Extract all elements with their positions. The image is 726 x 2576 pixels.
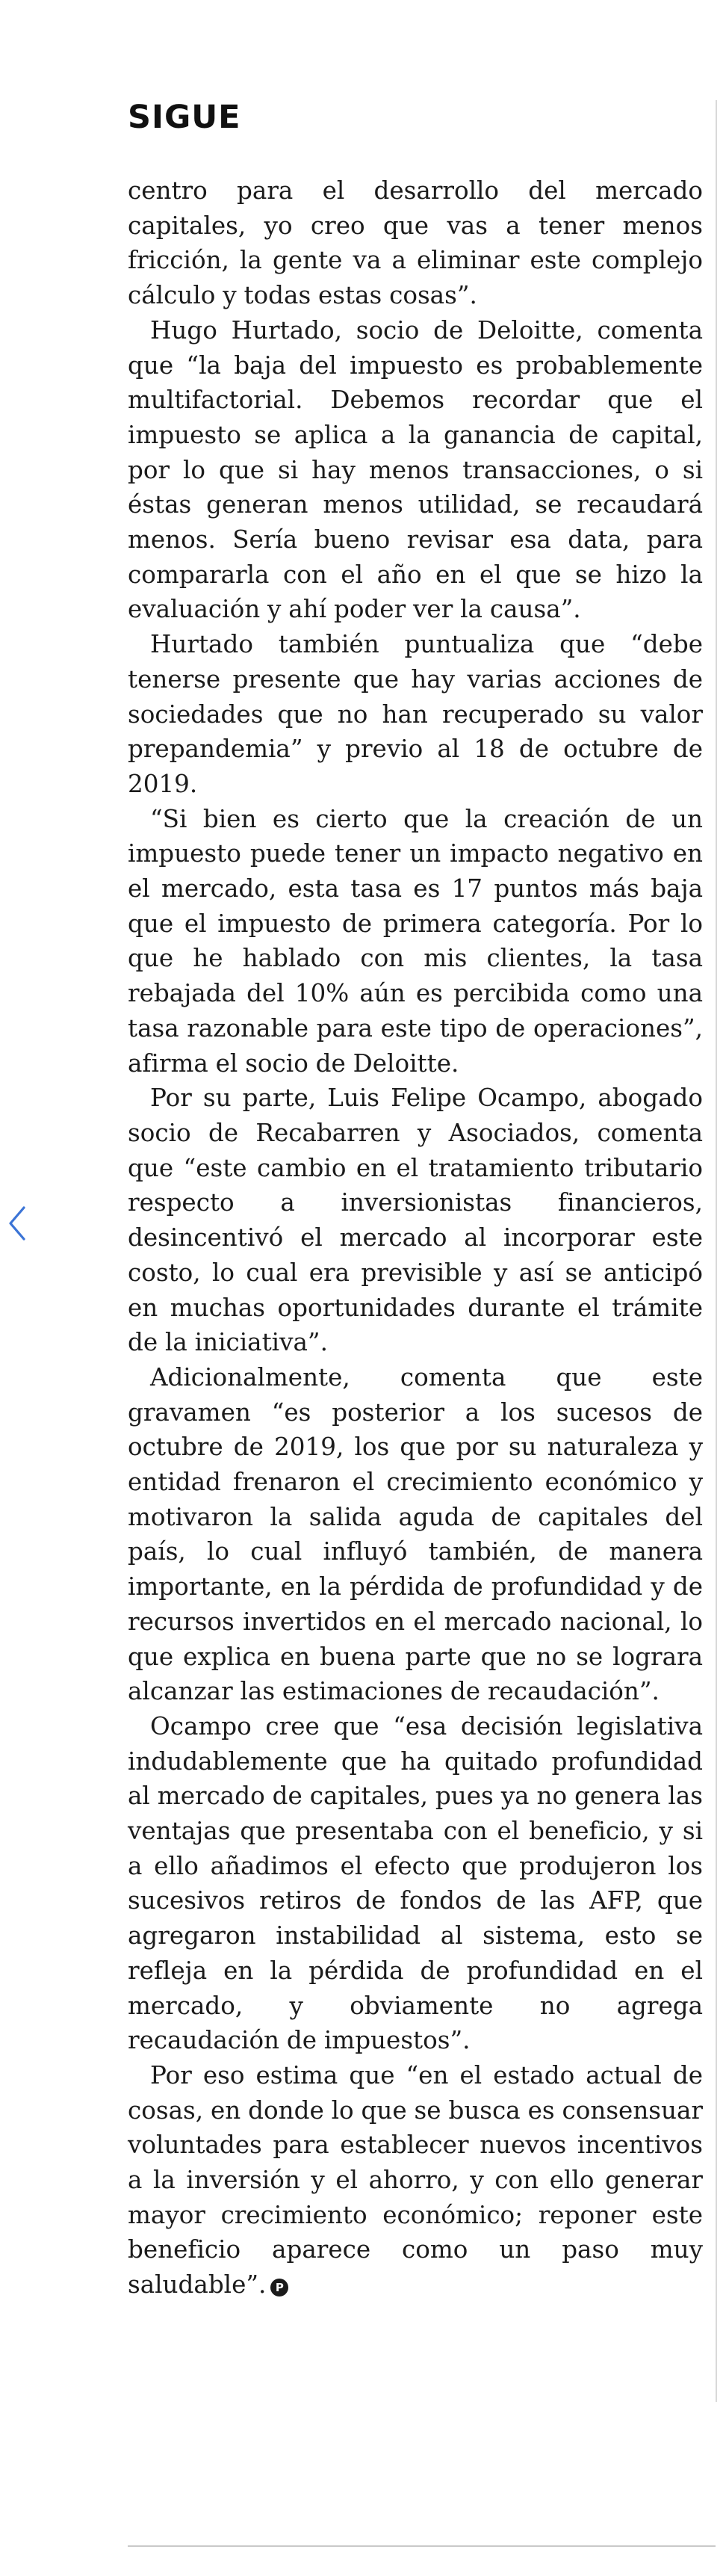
article-paragraph: Hurtado también puntualiza que “debe tenerse presente que hay varias acciones de sociedades que no han recuperado su valor prepandemia” y previo al 18 de octubre de 2019. bbox=[128, 630, 703, 798]
final-paragraph-text: Por eso estima que “en el estado actual de cosas, en donde lo que se busca es consensuar voluntades para establecer nuevos incentivos a la inversión y el ahorro, y con ello generar mayor crecimiento económico; reponer este beneficio aparece como un paso muy saludable”. bbox=[128, 2060, 703, 2299]
section-label: SIGUE bbox=[128, 99, 241, 136]
article-paragraph: Hugo Hurtado, socio de Deloitte, comenta que “la baja del impuesto es probablemente multifactorial. Debemos recordar que el impuesto se aplica a la ganancia de capital, por lo que si hay menos transacciones, o si éstas generan menos utilidad, se recaudará menos. Sería bueno revisar esa data, para compararla con el año en el que se hizo la evaluación y ahí poder ver la causa”. bbox=[128, 315, 703, 624]
article-body bbox=[128, 173, 703, 2302]
bottom-divider bbox=[128, 2545, 716, 2547]
chevron-left-icon[interactable] bbox=[4, 1203, 30, 1244]
article-paragraph: Ocampo cree que “esa decisión legislativa indudablemente que ha quitado profundidad al mercado de capitales, pues ya no genera las ventajas que presentaba con el beneficio, y si a ello añadimos el efecto que produjeron los sucesivos retiros de fondos de las AFP, que agregaron instabilidad al sistema, esto se refleja en la pérdida de profundidad en el mercado, y obviamente no agrega recaudación de impuestos”. bbox=[128, 1711, 703, 2055]
column-divider bbox=[716, 100, 717, 2402]
article-paragraph: Por su parte, Luis Felipe Ocampo, abogado socio de Recabarren y Asociados, comenta que “este cambio en el tratamiento tributario respecto a inversionistas financieros, desincentivó el mercado al incorporar este costo, lo cual era previsible y así se anticipó en muchas oportunidades durante el trámite de la iniciativa”. bbox=[128, 1084, 703, 1357]
article-paragraph-final bbox=[128, 2058, 703, 2302]
article-paragraph: “Si bien es cierto que la creación de un impuesto puede tener un impacto negativo en el mercado, esta tasa es 17 puntos más baja que el impuesto de primera categoría. Por lo que he hablado con mis clientes, la tasa rebajada del 10% aún es percibida como una tasa razonable para este tipo de operaciones”, afirma el socio de Deloitte. bbox=[128, 804, 703, 1078]
article-paragraph: Adicionalmente, comenta que este gravamen “es posterior a los sucesos de octubre de 2019, los que por su naturaleza y entidad frenaron el crecimiento económico y motivaron la salida aguda de capitales del país, lo cual influyó también, de manera importante, en la pérdida de profundidad y de recursos invertidos en el mercado nacional, lo que explica en buena parte que no se lograra alcanzar las estimaciones de recaudación”. bbox=[128, 1362, 703, 1706]
article-paragraph: centro para el desarrollo del mercado capitales, yo creo que vas a tener menos fricción, la gente va a eliminar este complejo cálculo y todas estas cosas”. bbox=[128, 176, 703, 310]
end-of-article-icon: P bbox=[270, 2279, 288, 2297]
